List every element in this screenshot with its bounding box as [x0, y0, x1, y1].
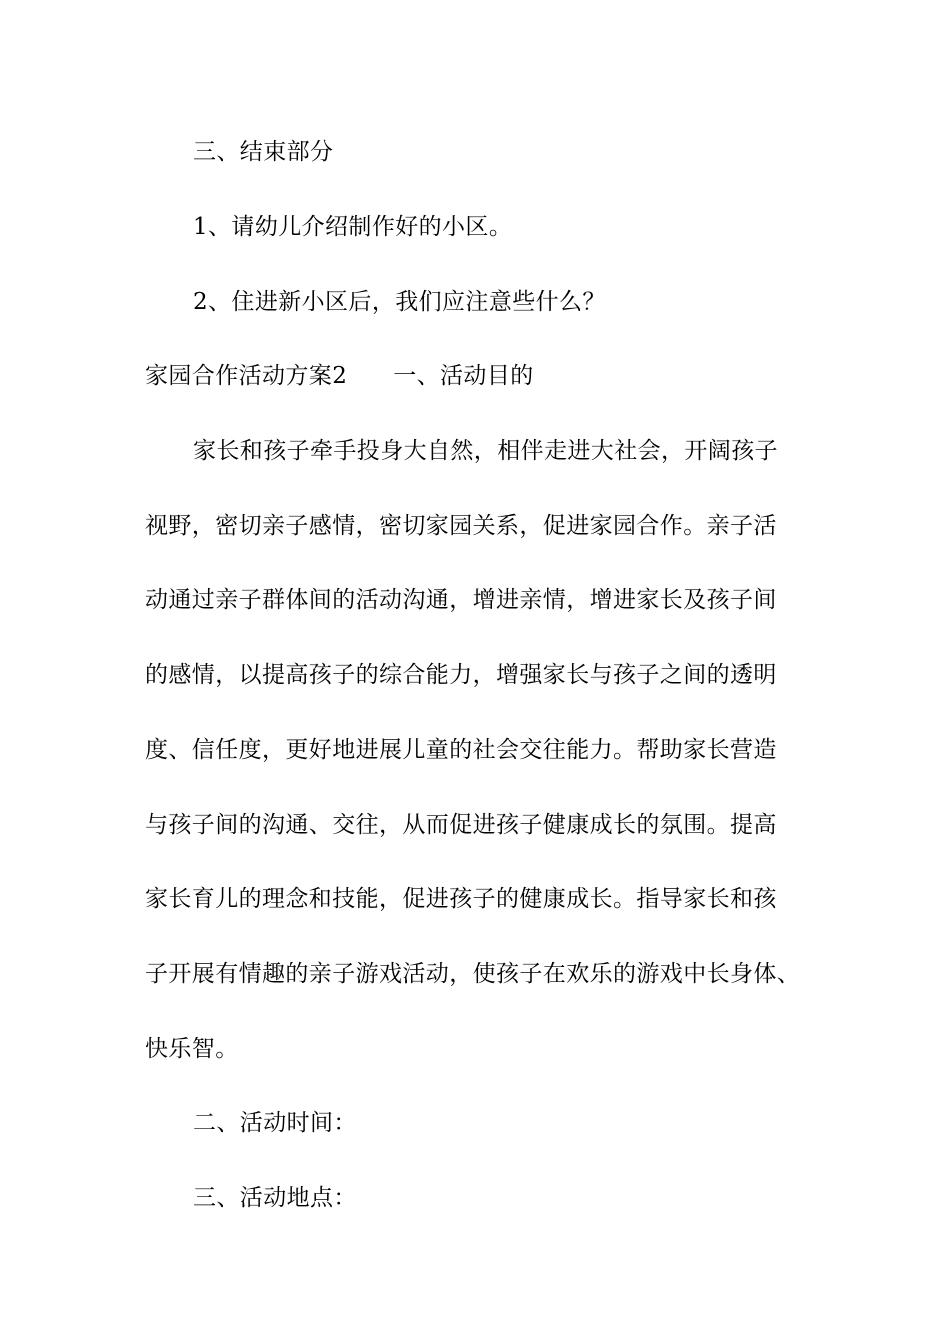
- plan-2-title-line: [145, 361, 534, 391]
- plan-2-title: 家园合作活动方案2: [145, 363, 348, 389]
- section-heading-end-part: 三、结束部分: [193, 139, 334, 165]
- goal-paragraph-line: 视野，密切亲子感情，密切家园关系，促进家园合作。亲子活: [145, 513, 777, 539]
- goal-heading: 一、活动目的: [393, 363, 534, 389]
- goal-paragraph-line: 子开展有情趣的亲子游戏活动，使孩子在欢乐的游戏中长身体、: [145, 961, 801, 987]
- goal-paragraph-line: 家长和孩子牵手投身大自然，相伴走进大社会，开阔孩子: [193, 438, 778, 464]
- goal-paragraph-line: 与孩子间的沟通、交往，从而促进孩子健康成长的氛围。提高: [145, 812, 777, 838]
- goal-paragraph-line: 家长育儿的理念和技能，促进孩子的健康成长。指导家长和孩: [145, 886, 777, 912]
- place-heading: 三、活动地点：: [193, 1185, 357, 1211]
- time-heading: 二、活动时间：: [193, 1110, 357, 1136]
- goal-paragraph-line: 度、信任度，更好地进展儿童的社会交往能力。帮助家长营造: [145, 737, 777, 763]
- goal-paragraph-line: 的感情，以提高孩子的综合能力，增强家长与孩子之间的透明: [145, 662, 777, 688]
- step-2-text: 2、住进新小区后，我们应注意些什么？: [193, 289, 606, 315]
- goal-paragraph-line: 快乐智。: [145, 1036, 239, 1062]
- step-1-text: 1、请幼儿介绍制作好的小区。: [193, 214, 513, 240]
- goal-paragraph-line: 动通过亲子群体间的活动沟通，增进亲情，增进家长及孩子间: [145, 587, 777, 613]
